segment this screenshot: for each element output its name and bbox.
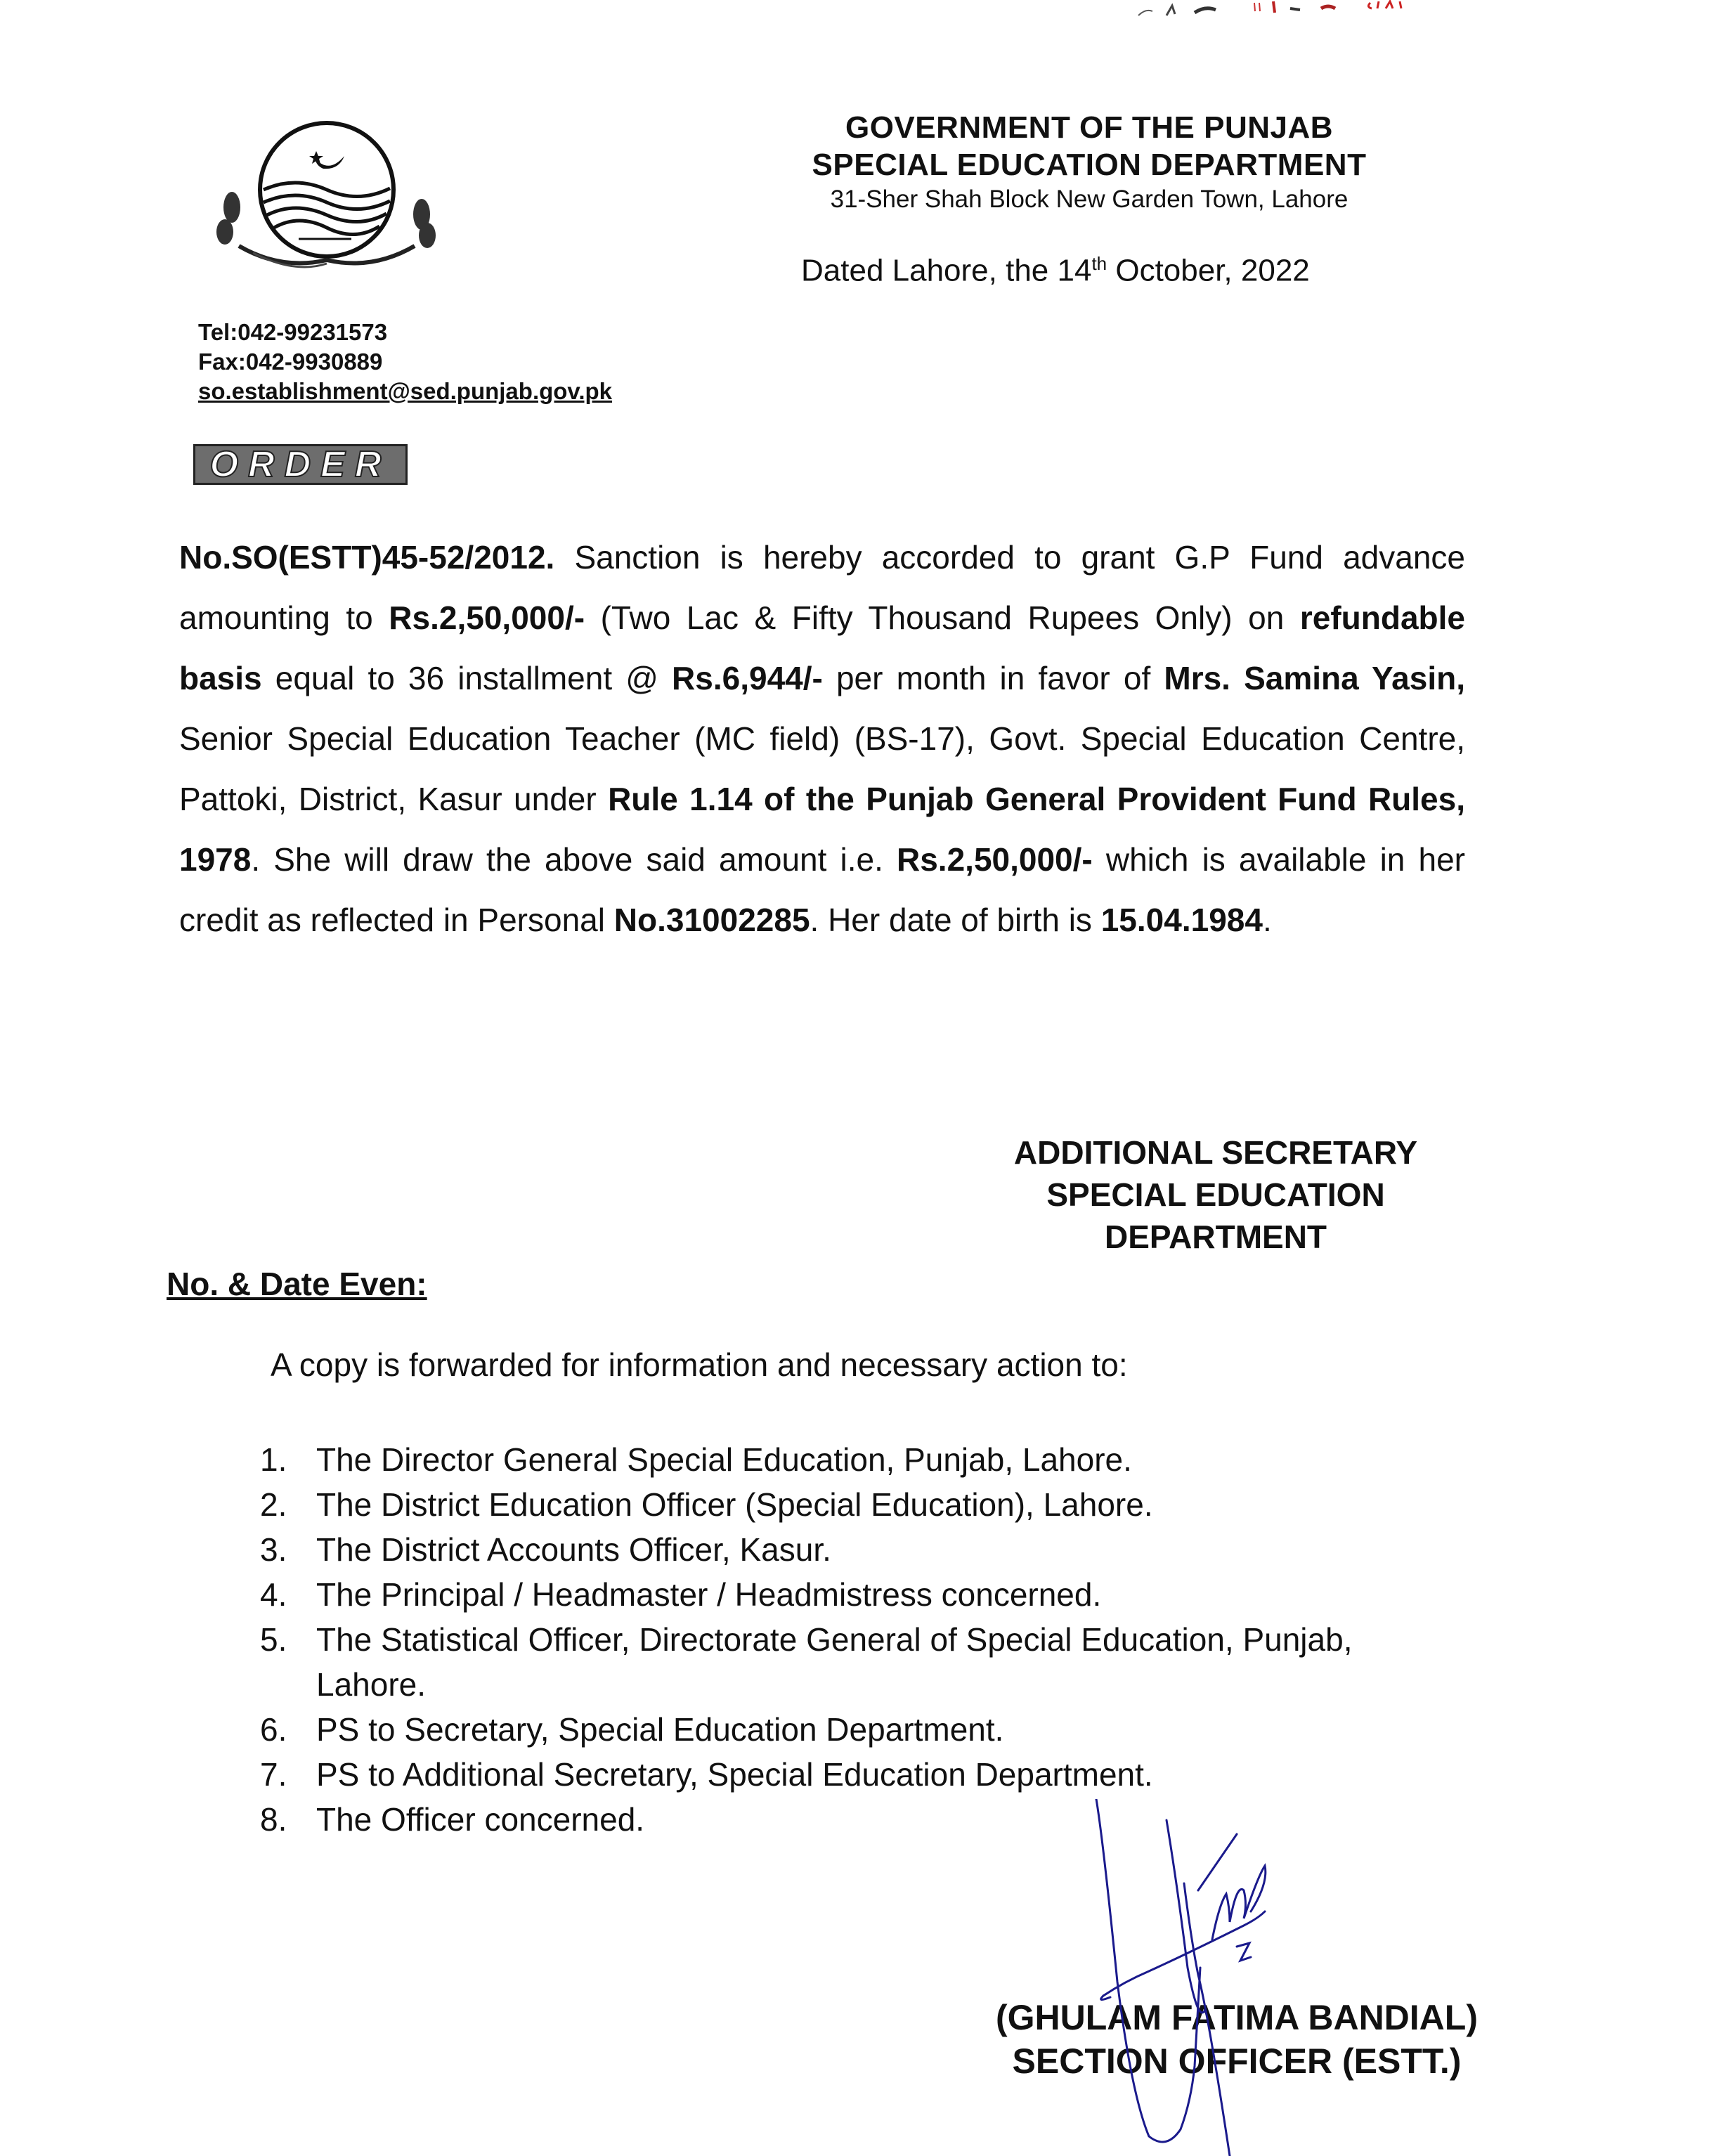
contact-block [198,318,612,406]
list-item: 8. The Officer concerned. [260,1801,645,1838]
body-text: Sanction is hereby accorded to grant G.P Fund advance amounting to [179,539,1465,636]
signatory-title: ADDITIONAL SECRETARY SPECIAL EDUCATION DEPARTMENT [1013,1134,1418,1255]
handwritten-signature-icon [1026,1799,1377,2156]
emphasized-text: Mrs. Samina Yasin, [1164,660,1465,696]
emphasized-text: Rs.2,50,000/- [389,599,585,636]
emphasized-text: Rs.2,50,000/- [897,841,1093,878]
fax: Fax:042-9930889 [198,349,383,375]
telephone: Tel:042-99231573 [198,319,388,345]
list-item: 1. The Director General Special Education, Punjab, Lahore. [260,1441,1132,1478]
letterhead [759,109,1419,216]
body-text: per month in favor of [822,660,1164,696]
top-edge-handwritten-marks [1124,0,1616,21]
body-text: Senior Special Education Teacher (MC field) (BS-17), Govt. Special Education Centre, Pattoki, District, Kasur under [179,720,1465,817]
emphasized-text: Rule 1.14 of the Punjab General Provident Fund Rules, 1978 [179,781,1465,878]
emphasized-text: 15.04.1984 [1100,902,1263,938]
distribution-list [260,1437,1455,1842]
emphasized-text: No.SO(ESTT)45-52/2012. [179,539,555,576]
officer-name: (GHULAM FATIMA BANDIAL) [996,1998,1478,2037]
list-item: 5. The Statistical Officer, Directorate General of Special Education, Punjab, Lahore. [260,1621,1353,1703]
emphasized-text: refundable basis [179,599,1465,696]
no-date-even-heading: No. & Date Even: [167,1266,427,1302]
list-item: 6. PS to Secretary, Special Education Department. [260,1711,1004,1748]
date-line: Dated Lahore, the 14th October, 2022 [801,253,1310,288]
body-text: (Two Lac & Fifty Thousand Rupees Only) on [585,599,1300,636]
government-title: GOVERNMENT OF THE PUNJAB [845,110,1334,145]
list-item: 3. The District Accounts Officer, Kasur. [260,1531,831,1568]
order-label: ORDER [193,444,408,485]
forward-statement: A copy is forwarded for information and necessary action to: [271,1346,1128,1383]
emphasized-text: Rs.6,944/- [672,660,823,696]
email-link[interactable]: so.establishment@sed.punjab.gov.pk [198,378,613,404]
department-address: 31-Sher Shah Block New Garden Town, Lahore [830,186,1349,213]
officer-designation: SECTION OFFICER (ESTT.) [1012,2041,1462,2081]
list-item: 4. The Principal / Headmaster / Headmistress concerned. [260,1576,1102,1613]
body-text: . [1262,902,1272,938]
body-text: . Her date of birth is [810,902,1101,938]
emphasized-text: No.31002285 [613,902,810,938]
department-title: SPECIAL EDUCATION DEPARTMENT [812,148,1367,182]
body-text: which is available in her credit as reflected in Personal [179,841,1465,938]
order-body-paragraph [179,527,1465,950]
punjab-emblem-icon [211,119,443,281]
list-item: 7. PS to Additional Secretary, Special Education Department. [260,1756,1153,1793]
body-text: . She will draw the above said amount i.e. [251,841,897,878]
body-text: equal to 36 installment @ [261,660,672,696]
list-item: 2. The District Education Officer (Special Education), Lahore. [260,1486,1153,1523]
